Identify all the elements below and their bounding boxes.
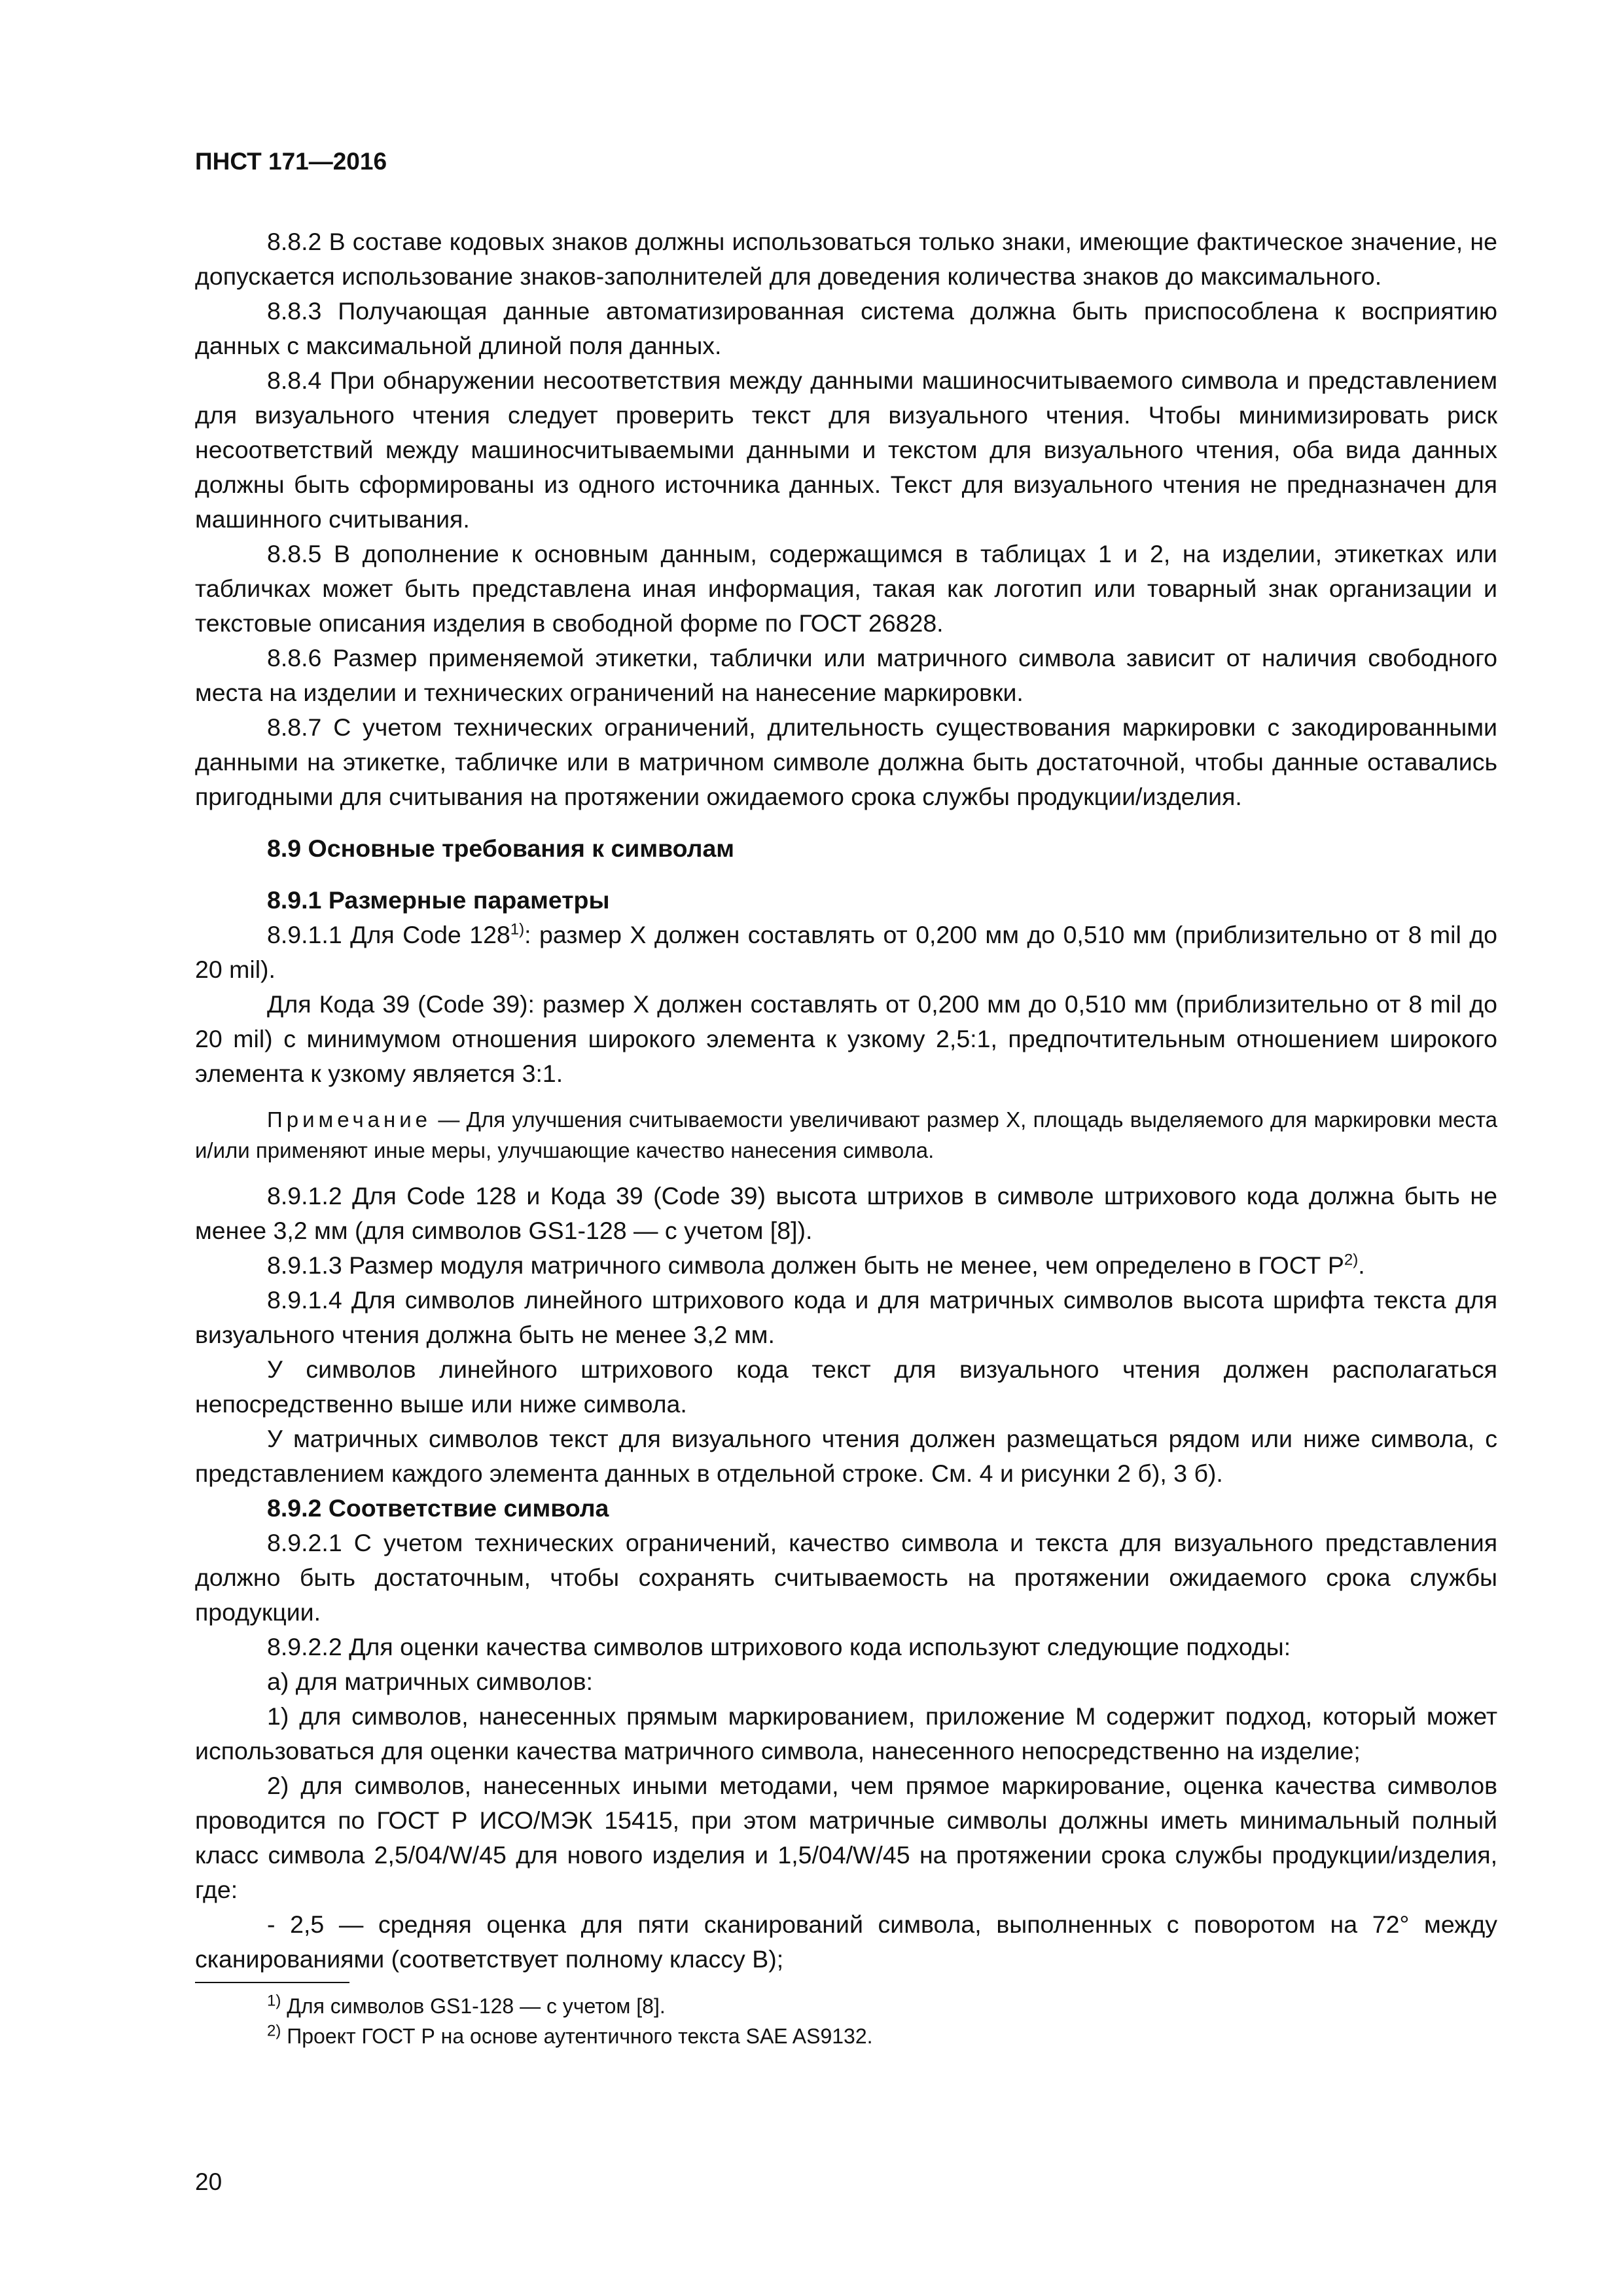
note [195,1104,1497,1166]
document-header: ПНСТ 171—2016 [195,148,387,175]
list-item-dash: - 2,5 — средняя оценка для пяти сканирований символа, выполненных с поворотом на 72° между сканированиями (соответствует полному классу B); [195,1910,1497,1973]
footnote-1 [195,1991,1497,2021]
footnote-ref-1[interactable]: 1) [510,920,525,939]
list-item-a: а) для матричных символов: [267,1668,593,1695]
footnote-2-mark: 2) [267,2022,281,2040]
section-heading-8-9: 8.9 Основные требования к символам [267,834,735,862]
paragraph-8-8-2: 8.8.2 В составе кодовых знаков должны использоваться только знаки, имеющие фактическое значение, не допускается использование знаков-заполнителей для доведения количества знаков до максимального. [195,228,1497,290]
paragraph-8-9-1-1 [195,918,1497,987]
paragraph-8-9-1-3-start: 8.9.1.3 Размер модуля матричного символа должен быть не менее, чем определено в ГОСТ Р [267,1251,1344,1279]
document-page [195,144,1497,2199]
paragraph-matrix: У матричных символов текст для визуального чтения должен размещаться рядом или ниже символа, с представлением каждого элемента данных в отдельной строке. См. 4 и рисунки 2 б), 3 б). [195,1425,1497,1487]
paragraph-code39: Для Кода 39 (Code 39): размер X должен составлять от 0,200 мм до 0,510 мм (приблизительно от 8 mil до 20 mil) с минимумом отношения широкого элемента к узкому 2,5:1, предпочтительным отношением широкого элемента к узкому является 3:1. [195,990,1497,1087]
footnote-ref-2[interactable]: 2) [1344,1251,1359,1269]
note-text: — Для улучшения считываемости увеличивают размер X, площадь выделяемого для маркировки места и/или применяют иные меры, улучшающие качество нанесения символа. [195,1107,1497,1162]
paragraph-linear: У символов линейного штрихового кода текст для визуального чтения должен располагаться непосредственно выше или ниже символа. [195,1355,1497,1418]
section-heading-8-9-2: 8.9.2 Соответствие символа [267,1494,609,1522]
section-heading-8-9-1: 8.9.1 Размерные параметры [267,886,610,914]
paragraph-8-9-2-1: 8.9.2.1 С учетом технических ограничений, качество символа и текста для визуального представления должно быть достаточным, чтобы сохранять считываемость на протяжении ожидаемого срока службы продукции. [195,1529,1497,1626]
footnote-1-mark: 1) [267,1992,281,2010]
footnote-1-text: Для символов GS1-128 — с учетом [8]. [281,1994,666,2018]
paragraph-8-9-2-2: 8.9.2.2 Для оценки качества символов штрихового кода используют следующие подходы: [267,1633,1291,1660]
paragraph-8-8-7: 8.8.7 С учетом технических ограничений, длительность существования маркировки с закодированными данными на этикетке, табличке или в матричном символе должна быть достаточной, чтобы данные оставались пригодными для считывания на протяжении ожидаемого срока службы продукции/изделия. [195,713,1497,810]
paragraph-8-8-4: 8.8.4 При обнаружении несоответствия между данными машиносчитываемого символа и представлением для визуального чтения следует проверить текст для визуального чтения. Чтобы минимизировать риск несоответствий между машиносчитываемыми данными и текстом для визуального чтения, оба вида данных должны быть сформированы из одного источника данных. Текст для визуального чтения не предназначен для машинного считывания. [195,367,1497,533]
paragraph-8-9-1-4: 8.9.1.4 Для символов линейного штрихового кода и для матричных символов высота шрифта текста для визуального чтения должна быть не менее 3,2 мм. [195,1286,1497,1348]
paragraph-8-8-6: 8.8.6 Размер применяемой этикетки, таблички или матричного символа зависит от наличия свободного места на изделии и технических ограничений на нанесение маркировки. [195,644,1497,706]
paragraph-8-9-1-3-end: . [1358,1251,1365,1279]
page-number: 20 [195,2168,223,2195]
list-item-1: 1) для символов, нанесенных прямым маркированием, приложение М содержит подход, который может использоваться для оценки качества матричного символа, нанесенного непосредственно на изделие; [195,1702,1497,1765]
footnote-2-text: Проект ГОСТ Р на основе аутентичного текста SAE AS9132. [281,2024,873,2048]
paragraph-8-8-5: 8.8.5 В дополнение к основным данным, содержащимся в таблицах 1 и 2, на изделии, этикетках или табличках может быть представлена иная информация, такая как логотип или товарный знак организации и текстовые описания изделия в свободной форме по ГОСТ 26828. [195,540,1497,637]
footnote-divider [195,1982,349,1983]
note-label: Примечание [267,1107,432,1132]
paragraph-8-9-1-1-start: 8.9.1.1 Для Code 128 [267,921,510,948]
paragraph-8-9-1-2: 8.9.1.2 Для Code 128 и Кода 39 (Code 39) высота штрихов в символе штрихового кода должна быть не менее 3,2 мм (для символов GS1-128 — с учетом [8]). [195,1182,1497,1244]
paragraph-8-9-1-3 [195,1248,1497,1283]
paragraph-8-8-3: 8.8.3 Получающая данные автоматизированная система должна быть приспособлена к восприятию данных с максимальной длиной поля данных. [195,297,1497,359]
paragraph-8-9-1-1-end: : размер X должен составлять от 0,200 мм до 0,510 мм (приблизительно от 8 mil до 20 mil). [195,921,1497,983]
footnote-2 [195,2021,1497,2051]
list-item-2: 2) для символов, нанесенных иными методами, чем прямое маркирование, оценка качества символов проводится по ГОСТ Р ИСО/МЭК 15415, при этом матричные символы должны иметь минимальный полный класс символа 2,5/04/W/45 для нового изделия и 1,5/04/W/45 на протяжении срока службы продукции/изделия, где: [195,1772,1497,1903]
